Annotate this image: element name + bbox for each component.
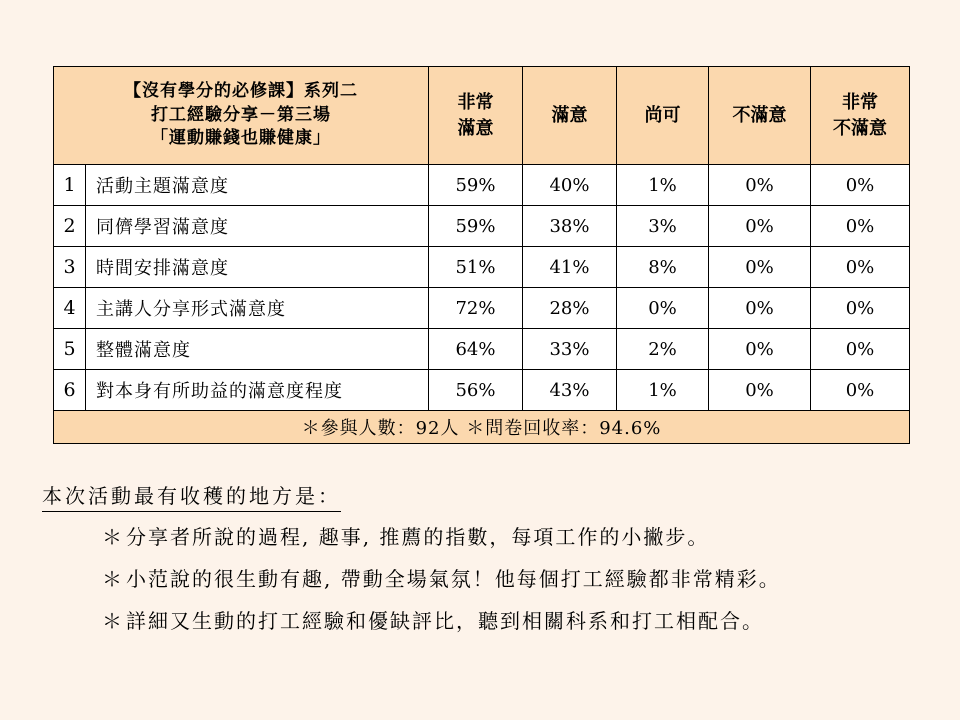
cell-value: 0% — [811, 288, 910, 329]
cell-value: 64% — [429, 329, 523, 370]
highlight-item — [102, 562, 922, 596]
cell-value: 43% — [523, 370, 617, 411]
highlight-text: 小范說的很生動有趣, 帶動全場氣氛！他每個打工經驗都非常精彩。 — [126, 567, 781, 591]
cell-value: 0% — [811, 329, 910, 370]
table-title-cell — [54, 67, 429, 165]
satisfaction-table — [53, 66, 910, 444]
cell-value: 0% — [811, 247, 910, 288]
participation-summary: ＊參與人數：92人 ＊問卷回收率：94.6% — [54, 411, 910, 444]
row-number: 4 — [54, 288, 86, 329]
row-item-label: 主講人分享形式滿意度 — [86, 288, 429, 329]
asterisk-bullet: ＊ — [102, 609, 124, 633]
cell-value: 0% — [811, 165, 910, 206]
table-footer-row — [54, 411, 910, 444]
highlight-text: 分享者所說的過程, 趣事, 推薦的指數，每項工作的小撇步。 — [126, 525, 710, 549]
cell-value: 0% — [709, 165, 811, 206]
cell-value: 59% — [429, 206, 523, 247]
table-row — [54, 206, 910, 247]
cell-value: 0% — [617, 288, 709, 329]
highlight-text: 詳細又生動的打工經驗和優缺評比，聽到相關科系和打工相配合。 — [126, 609, 764, 633]
cell-value: 0% — [709, 329, 811, 370]
highlight-item — [102, 520, 922, 554]
column-header-very-dissatisfied: 非常 不滿意 — [811, 67, 910, 165]
cell-value: 59% — [429, 165, 523, 206]
asterisk-bullet: ＊ — [102, 525, 124, 549]
row-item-label: 整體滿意度 — [86, 329, 429, 370]
table-row — [54, 165, 910, 206]
cell-value: 0% — [709, 288, 811, 329]
asterisk-bullet: ＊ — [102, 567, 124, 591]
row-item-label: 同儕學習滿意度 — [86, 206, 429, 247]
cell-value: 3% — [617, 206, 709, 247]
table-row — [54, 247, 910, 288]
row-number: 5 — [54, 329, 86, 370]
column-header-very-satisfied: 非常 滿意 — [429, 67, 523, 165]
column-header-fair: 尚可 — [617, 67, 709, 165]
cell-value: 51% — [429, 247, 523, 288]
row-number: 3 — [54, 247, 86, 288]
table-row — [54, 329, 910, 370]
highlights-section — [42, 480, 922, 638]
table-row — [54, 288, 910, 329]
cell-value: 8% — [617, 247, 709, 288]
title-line: 打工經驗分享－第三場 — [151, 104, 331, 125]
cell-value: 0% — [709, 370, 811, 411]
cell-value: 0% — [709, 247, 811, 288]
highlight-item — [102, 604, 922, 638]
cell-value: 56% — [429, 370, 523, 411]
row-item-label: 時間安排滿意度 — [86, 247, 429, 288]
cell-value: 2% — [617, 329, 709, 370]
cell-value: 1% — [617, 165, 709, 206]
title-line: 「運動賺錢也賺健康」 — [151, 128, 331, 149]
cell-value: 38% — [523, 206, 617, 247]
table-row — [54, 370, 910, 411]
cell-value: 0% — [811, 206, 910, 247]
cell-value: 72% — [429, 288, 523, 329]
cell-value: 0% — [811, 370, 910, 411]
cell-value: 1% — [617, 370, 709, 411]
cell-value: 41% — [523, 247, 617, 288]
title-line: 【沒有學分的必修課】系列二 — [124, 80, 358, 101]
cell-value: 40% — [523, 165, 617, 206]
table-header-row — [54, 67, 910, 165]
row-number: 6 — [54, 370, 86, 411]
highlights-title: 本次活動最有收穫的地方是： — [42, 480, 341, 512]
row-item-label: 活動主題滿意度 — [86, 165, 429, 206]
cell-value: 0% — [709, 206, 811, 247]
row-number: 2 — [54, 206, 86, 247]
cell-value: 28% — [523, 288, 617, 329]
row-number: 1 — [54, 165, 86, 206]
cell-value: 33% — [523, 329, 617, 370]
column-header-dissatisfied: 不滿意 — [709, 67, 811, 165]
column-header-satisfied: 滿意 — [523, 67, 617, 165]
row-item-label: 對本身有所助益的滿意度程度 — [86, 370, 429, 411]
